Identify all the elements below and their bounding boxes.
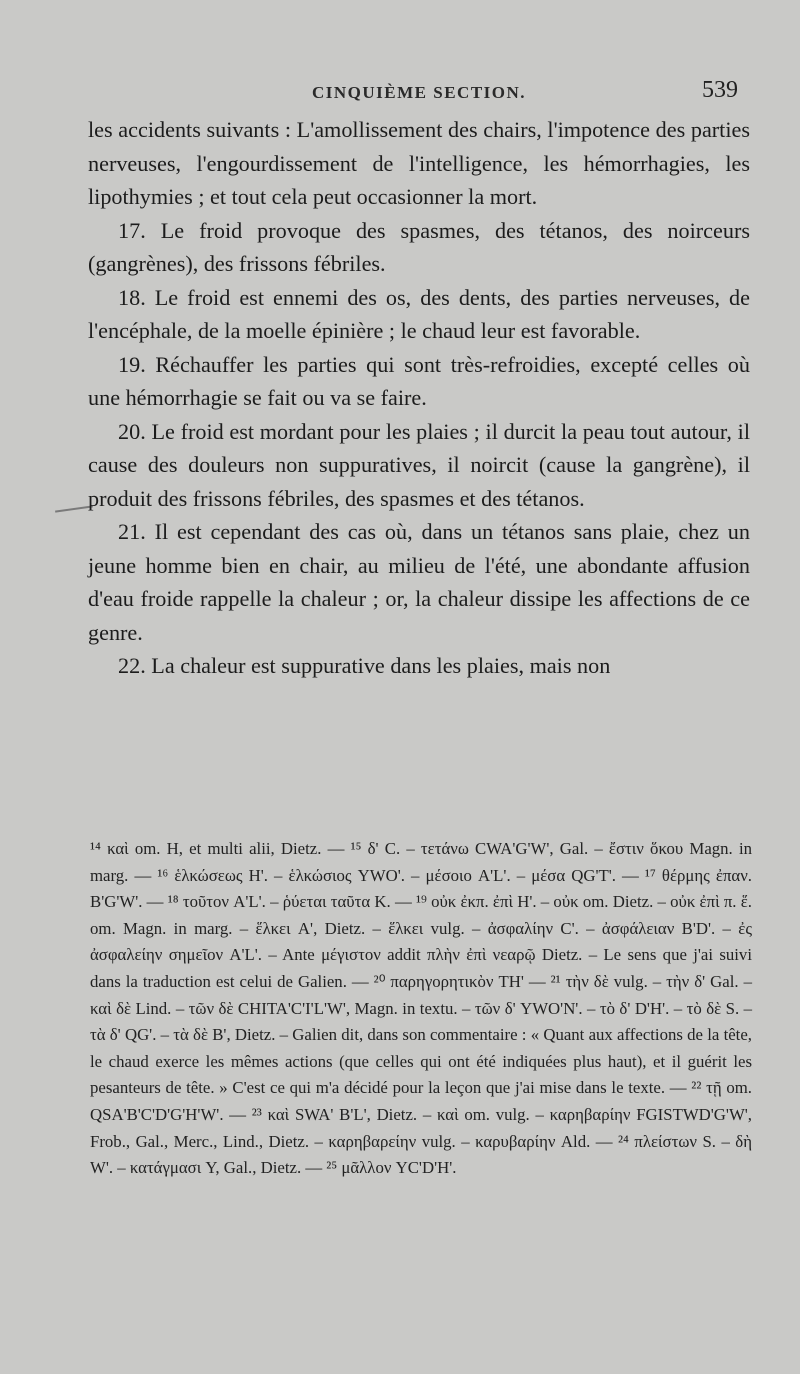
paragraph-17: 17. Le froid provoque des spasmes, des tétanos, des noirceurs (gangrènes), des frissons fébriles. (88, 217, 750, 276)
paragraph-22: 22. La chaleur est suppurative dans les plaies, mais non (118, 653, 611, 678)
running-title: CINQUIÈME SECTION. (312, 83, 527, 102)
paragraph-21: 21. Il est cependant des cas où, dans un tétanos sans plaie, chez un jeune homme bien en chair, au milieu de l'été, une abondante affusion d'eau froide rappelle la chaleur ; or, la chaleur dissipe les affections de ce genre. (88, 519, 750, 645)
page-number: 539 (702, 77, 738, 103)
paragraph-continuation: les accidents suivants : L'amollissement des chairs, l'impotence des parties nerveuses, l'engourdissement de l'intelligence, les hémorrhagies, les lipothymies ; et tout cela peut occasionner la mort. (88, 117, 750, 209)
page-header (0, 75, 800, 105)
paragraph-18: 18. Le froid est ennemi des os, des dents, des parties nerveuses, de l'encéphale, de la moelle épinière ; le chaud leur est favorable. (88, 284, 750, 343)
footnotes (90, 836, 752, 1182)
footnote-text: ¹⁴ καὶ om. H, et multi alii, Dietz. — ¹⁵ δ' C. – τετάνω CWA'G'W', Gal. – ἔστιν ὅκου Magn. in marg. — ¹⁶ ἑλκώσεως H'. – ἑλκώσιος YWO'. – μέσοιο A'L'. – μέσα QG'T'. — ¹⁷ θέρμης ἐπαν. B'G'W'. — ¹⁸ τοῦτον A'L'. – ῥύεται ταῦτα K. — ¹⁹ οὐκ ἐκπ. ἐπὶ H'. – οὐκ om. Dietz. – οὐκ ἐπὶ π. ἕ. om. Magn. in marg. – ἕλκει A', Dietz. – ἕλκει vulg. – ἀσφαλίην C'. – ἀσφάλειαν B'D'. – ἐς ἀσφαλείην σημεῖον A'L'. – Ante μέγιστον addit πλὴν ἐπὶ νεαρῷ Dietz. – Le sens que j'ai suivi dans la traduction est celui de Galien. — ²⁰ παρηγορητικὸν TH' — ²¹ τὴν δὲ vulg. – τὴν δ' Gal. – καὶ δὲ Lind. – τῶν δὲ CHITA'C'I'L'W', Magn. in textu. – τῶν δ' YWO'N'. – τὸ δ' D'H'. – τὸ δὲ S. – τὰ δ' QG'. – τὰ δὲ B', Dietz. – Galien dit, dans son commentaire : « Quant aux affections de la tête, le chaud exerce les mêmes actions (que celles qui ont été indiquées plus haut), et il guérit les pesanteurs de tête. » C'est ce qui m'a décidé pour la leçon que j'ai mise dans le texte. — ²² τῇ om. QSA'B'C'D'G'H'W'. — ²³ καὶ SWA' B'L', Dietz. – καὶ om. vulg. – καρηβαρίην FGISTWD'G'W', Frob., Gal., Merc., Lind., Dietz. – καρηβαρείην vulg. – καρυβαρίην Ald. — ²⁴ πλείστων S. – δὴ W'. – κατάγμασι Y, Gal., Dietz. — ²⁵ μᾶλλον YC'D'H'. (90, 839, 752, 1178)
paragraph-19: 19. Réchauffer les parties qui sont très-refroidies, excepté celles où une hémorrhagie se fait ou va se faire. (88, 351, 750, 410)
paragraph-20: 20. Le froid est mordant pour les plaies ; il durcit la peau tout autour, il cause des douleurs non suppuratives, il noircit (cause la gangrène), il produit des frissons fébriles, des spasmes et des tétanos. (88, 418, 750, 511)
main-text (88, 113, 750, 683)
